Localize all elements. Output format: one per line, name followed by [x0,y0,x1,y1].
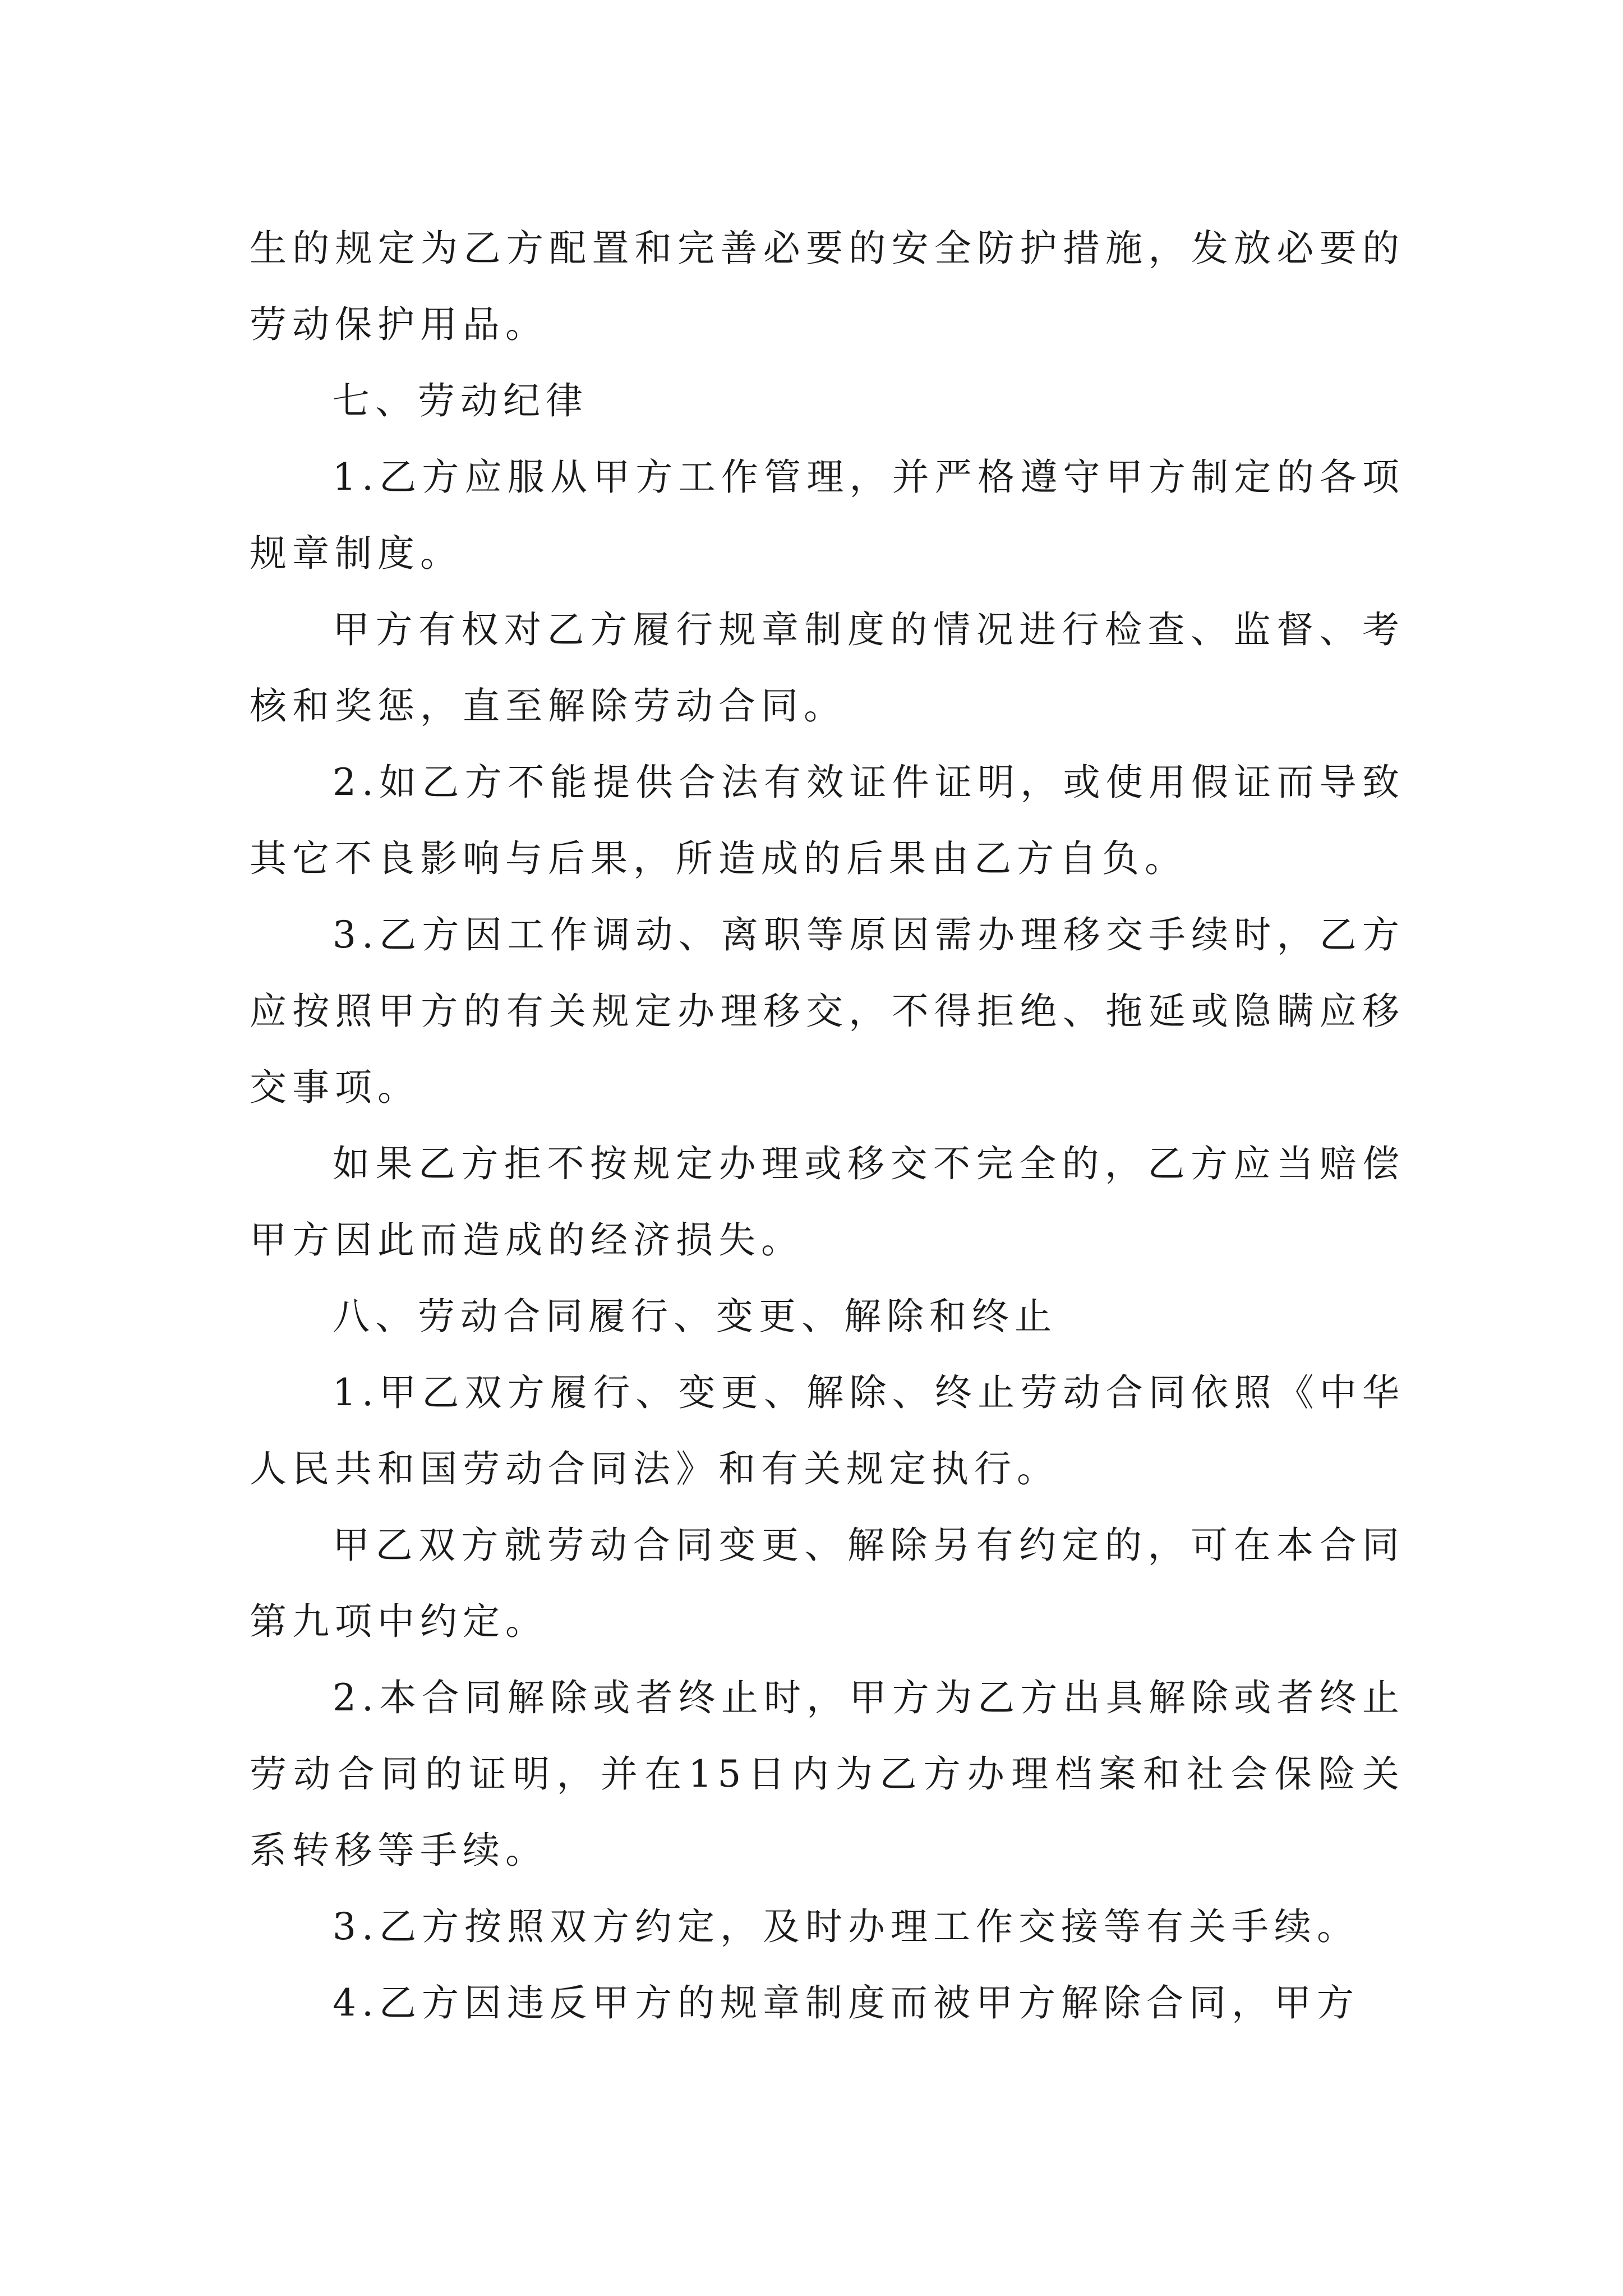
paragraph: 3.乙方按照双方约定，及时办理工作交接等有关手续。 [333,1905,1359,1948]
paragraph: 如果乙方拒不按规定办理或移交不完全的，乙方应当赔偿甲方因此而造成的经济损失。 [250,1142,1405,1262]
document-body [250,210,1405,2041]
paragraph: 4.乙方因违反甲方的规章制度而被甲方解除合同，甲方 [333,1981,1359,2024]
section-heading: 八、劳动合同履行、变更、解除和终止 [333,1295,1057,1338]
paragraph: 1.甲乙双方履行、变更、解除、终止劳动合同依照《中华人民共和国劳动合同法》和有关规定执行。 [250,1371,1405,1490]
paragraph: 甲方有权对乙方履行规章制度的情况进行检查、监督、考核和奖惩，直至解除劳动合同。 [250,608,1405,728]
paragraph: 生的规定为乙方配置和完善必要的安全防护措施，发放必要的劳动保护用品。 [250,227,1405,346]
section-heading: 七、劳动纪律 [333,379,588,422]
paragraph: 2.本合同解除或者终止时，甲方为乙方出具解除或者终止劳动合同的证明，并在15日内为乙方办理档案和社会保险关系转移等手续。 [250,1676,1405,1872]
paragraph: 甲乙双方就劳动合同变更、解除另有约定的，可在本合同第九项中约定。 [250,1524,1405,1643]
paragraph: 3.乙方因工作调动、离职等原因需办理移交手续时，乙方应按照甲方的有关规定办理移交，不得拒绝、拖延或隐瞒应移交事项。 [250,913,1405,1109]
paragraph: 1.乙方应服从甲方工作管理，并严格遵守甲方制定的各项规章制度。 [250,455,1405,575]
paragraph: 2.如乙方不能提供合法有效证件证明，或使用假证而导致其它不良影响与后果，所造成的后果由乙方自负。 [250,761,1405,880]
